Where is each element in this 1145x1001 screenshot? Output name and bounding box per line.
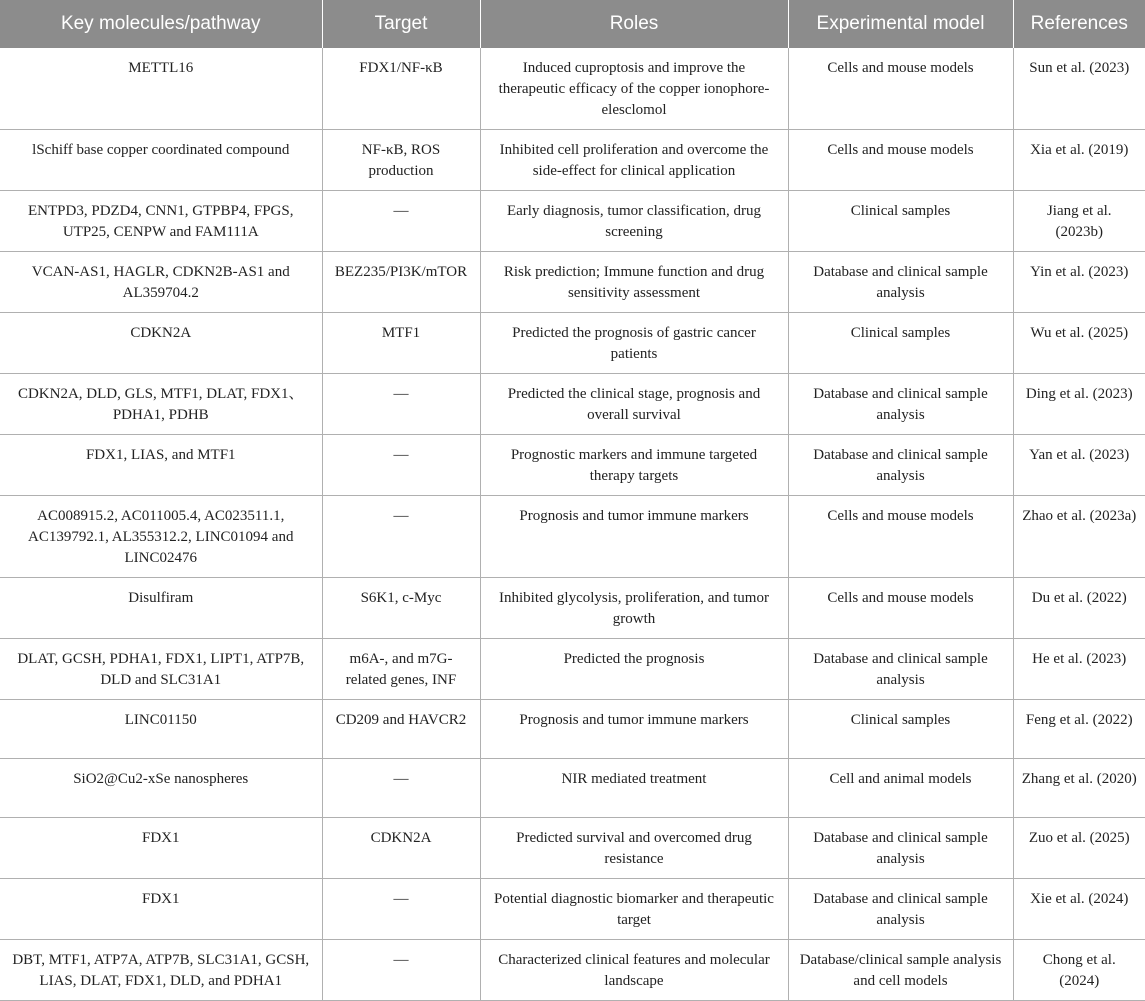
cell-experimental-model: Database and clinical sample analysis	[788, 435, 1013, 496]
cell-roles: Risk prediction; Immune function and drug sensitivity assessment	[480, 252, 788, 313]
cell-target: —	[322, 879, 480, 940]
cell-experimental-model: Database and clinical sample analysis	[788, 252, 1013, 313]
cell-references: Yan et al. (2023)	[1013, 435, 1145, 496]
cell-key-molecules: DBT, MTF1, ATP7A, ATP7B, SLC31A1, GCSH, LIAS, DLAT, FDX1, DLD, and PDHA1	[0, 940, 322, 1001]
table-row	[0, 374, 1145, 435]
cell-roles: Inhibited glycolysis, proliferation, and tumor growth	[480, 578, 788, 639]
cell-key-molecules: FDX1	[0, 818, 322, 879]
cell-experimental-model: Cells and mouse models	[788, 48, 1013, 130]
cell-references: Ding et al. (2023)	[1013, 374, 1145, 435]
cell-references: Wu et al. (2025)	[1013, 313, 1145, 374]
table-row	[0, 435, 1145, 496]
cell-target: CD209 and HAVCR2	[322, 700, 480, 759]
cell-key-molecules: FDX1, LIAS, and MTF1	[0, 435, 322, 496]
table-row	[0, 700, 1145, 759]
cell-target: —	[322, 374, 480, 435]
cell-target: —	[322, 496, 480, 578]
cell-references: Du et al. (2022)	[1013, 578, 1145, 639]
header-row	[0, 0, 1145, 48]
table-row	[0, 252, 1145, 313]
cell-experimental-model: Cells and mouse models	[788, 130, 1013, 191]
cell-experimental-model: Database/clinical sample analysis and cell models	[788, 940, 1013, 1001]
cell-key-molecules: METTL16	[0, 48, 322, 130]
cell-target: MTF1	[322, 313, 480, 374]
table-body	[0, 48, 1145, 1001]
cell-experimental-model: Database and clinical sample analysis	[788, 639, 1013, 700]
cell-key-molecules: FDX1	[0, 879, 322, 940]
table-row	[0, 759, 1145, 818]
cell-key-molecules: Disulfiram	[0, 578, 322, 639]
cell-target: BEZ235/PI3K/mTOR	[322, 252, 480, 313]
table-row	[0, 940, 1145, 1001]
cell-references: Sun et al. (2023)	[1013, 48, 1145, 130]
header-key-molecules: Key molecules/pathway	[0, 0, 322, 48]
cell-target: —	[322, 940, 480, 1001]
table-row	[0, 313, 1145, 374]
table-row	[0, 496, 1145, 578]
table-row	[0, 130, 1145, 191]
cell-references: Feng et al. (2022)	[1013, 700, 1145, 759]
cell-roles: Early diagnosis, tumor classification, drug screening	[480, 191, 788, 252]
cell-target: FDX1/NF-κB	[322, 48, 480, 130]
cell-roles: Predicted the prognosis	[480, 639, 788, 700]
cell-references: Zhang et al. (2020)	[1013, 759, 1145, 818]
cell-target: m6A-, and m7G-related genes, INF	[322, 639, 480, 700]
cell-roles: Predicted the prognosis of gastric cancer patients	[480, 313, 788, 374]
cell-key-molecules: CDKN2A, DLD, GLS, MTF1, DLAT, FDX1、PDHA1, PDHB	[0, 374, 322, 435]
cell-references: Zhao et al. (2023a)	[1013, 496, 1145, 578]
cell-references: Xia et al. (2019)	[1013, 130, 1145, 191]
cell-roles: Potential diagnostic biomarker and therapeutic target	[480, 879, 788, 940]
header-roles: Roles	[480, 0, 788, 48]
cell-experimental-model: Database and clinical sample analysis	[788, 818, 1013, 879]
table-row	[0, 879, 1145, 940]
cell-references: Xie et al. (2024)	[1013, 879, 1145, 940]
cell-target: NF-κB, ROS production	[322, 130, 480, 191]
cell-roles: Prognosis and tumor immune markers	[480, 700, 788, 759]
cell-roles: Prognosis and tumor immune markers	[480, 496, 788, 578]
table-header	[0, 0, 1145, 48]
header-experimental-model: Experimental model	[788, 0, 1013, 48]
cell-experimental-model: Cell and animal models	[788, 759, 1013, 818]
cell-key-molecules: ENTPD3, PDZD4, CNN1, GTPBP4, FPGS, UTP25, CENPW and FAM111A	[0, 191, 322, 252]
cell-experimental-model: Clinical samples	[788, 313, 1013, 374]
cell-references: Zuo et al. (2025)	[1013, 818, 1145, 879]
cell-key-molecules: DLAT, GCSH, PDHA1, FDX1, LIPT1, ATP7B, DLD and SLC31A1	[0, 639, 322, 700]
cell-roles: Prognostic markers and immune targeted therapy targets	[480, 435, 788, 496]
cell-target: S6K1, c-Myc	[322, 578, 480, 639]
cell-key-molecules: CDKN2A	[0, 313, 322, 374]
cell-references: Jiang et al. (2023b)	[1013, 191, 1145, 252]
cell-key-molecules: SiO2@Cu2-xSe nanospheres	[0, 759, 322, 818]
table-row	[0, 639, 1145, 700]
cell-references: He et al. (2023)	[1013, 639, 1145, 700]
table-row	[0, 818, 1145, 879]
table-row	[0, 48, 1145, 130]
table-row	[0, 578, 1145, 639]
cell-experimental-model: Clinical samples	[788, 700, 1013, 759]
cell-target: —	[322, 191, 480, 252]
cell-experimental-model: Database and clinical sample analysis	[788, 374, 1013, 435]
header-target: Target	[322, 0, 480, 48]
cell-experimental-model: Clinical samples	[788, 191, 1013, 252]
cell-key-molecules: LINC01150	[0, 700, 322, 759]
cell-key-molecules: AC008915.2, AC011005.4, AC023511.1, AC139792.1, AL355312.2, LINC01094 and LINC02476	[0, 496, 322, 578]
cell-target: —	[322, 759, 480, 818]
cell-roles: Predicted the clinical stage, prognosis and overall survival	[480, 374, 788, 435]
cell-roles: Induced cuproptosis and improve the therapeutic efficacy of the copper ionophore-elesclomol	[480, 48, 788, 130]
cell-roles: Characterized clinical features and molecular landscape	[480, 940, 788, 1001]
header-references: References	[1013, 0, 1145, 48]
cell-key-molecules: lSchiff base copper coordinated compound	[0, 130, 322, 191]
cell-roles: Predicted survival and overcomed drug resistance	[480, 818, 788, 879]
cell-references: Yin et al. (2023)	[1013, 252, 1145, 313]
cell-experimental-model: Cells and mouse models	[788, 578, 1013, 639]
cell-target: —	[322, 435, 480, 496]
cell-key-molecules: VCAN-AS1, HAGLR, CDKN2B-AS1 and AL359704.2	[0, 252, 322, 313]
cell-experimental-model: Cells and mouse models	[788, 496, 1013, 578]
table-row	[0, 191, 1145, 252]
cell-experimental-model: Database and clinical sample analysis	[788, 879, 1013, 940]
cell-roles: NIR mediated treatment	[480, 759, 788, 818]
cell-references: Chong et al. (2024)	[1013, 940, 1145, 1001]
cell-target: CDKN2A	[322, 818, 480, 879]
cell-roles: Inhibited cell proliferation and overcome the side-effect for clinical application	[480, 130, 788, 191]
